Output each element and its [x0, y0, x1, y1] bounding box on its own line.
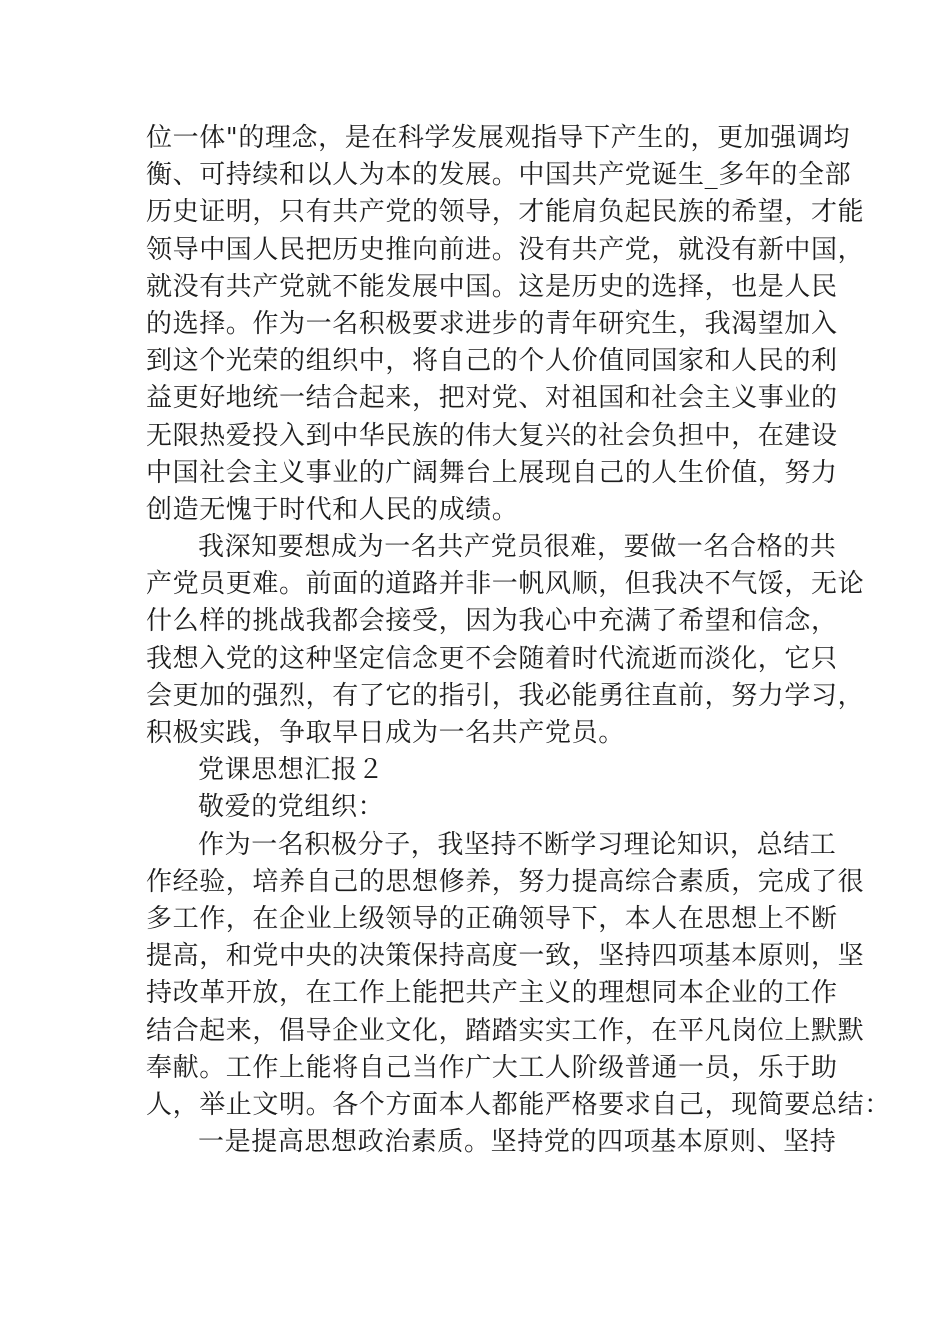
text-line: 奉献。工作上能将自己当作广大工人阶级普通一员，乐于助 [146, 1052, 838, 1083]
section-heading: 党课思想汇报２ [198, 755, 385, 786]
text-line: 积极实践，争取早日成为一名共产党员。 [146, 718, 625, 748]
text-line: 什么样的挑战我都会接受，因为我心中充满了希望和信念， [146, 606, 838, 637]
text-line: 人，举止文明。各个方面本人都能严格要求自己，现简要总结： [146, 1089, 891, 1120]
document-body [146, 120, 891, 1161]
text-line: 提高，和党中央的决策保持高度一致，坚持四项基本原则，坚 [146, 941, 865, 972]
text-line: 结合起来，倡导企业文化，踏踏实实工作，在平凡岗位上默默 [146, 1015, 865, 1046]
text-line: 一是提高思想政治素质。坚持党的四项基本原则、坚持 [198, 1127, 837, 1158]
text-line: 无限热爱投入到中华民族的伟大复兴的社会负担中，在建设 [146, 420, 838, 451]
text-line: 到这个光荣的组织中，将自己的个人价值同国家和人民的利 [146, 346, 838, 377]
text-line: 我深知要想成为一名共产党员很难，要做一名合格的共 [198, 532, 837, 563]
text-line: 领导中国人民把历史推向前进。没有共产党，就没有新中国， [146, 234, 865, 265]
text-line: 益更好地统一结合起来，把对党、对祖国和社会主义事业的 [146, 383, 838, 414]
text-line: 中国社会主义事业的广阔舞台上展现自己的人生价值，努力 [146, 457, 838, 488]
text-line: 衡、可持续和以人为本的发展。中国共产党诞生_多年的全部 [146, 160, 852, 191]
text-line: 会更加的强烈，有了它的指引，我必能勇往直前，努力学习， [146, 680, 865, 711]
text-line: 持改革开放，在工作上能把共产主义的理想同本企业的工作 [146, 978, 838, 1009]
text-line: 历史证明，只有共产党的领导，才能肩负起民族的希望，才能 [146, 197, 865, 228]
text-line: 作经验，培养自己的思想修养，努力提高综合素质，完成了很 [146, 866, 865, 897]
text-line: 位一体"的理念，是在科学发展观指导下产生的，更加强调均 [146, 123, 851, 153]
text-line: 创造无愧于时代和人民的成绩。 [146, 494, 519, 525]
salutation: 敬爱的党组织： [198, 792, 385, 823]
text-line: 我想入党的这种坚定信念更不会随着时代流逝而淡化，它只 [146, 643, 838, 674]
text-line: 就没有共产党就不能发展中国。这是历史的选择，也是人民 [146, 271, 838, 302]
text-line: 产党员更难。前面的道路并非一帆风顺，但我决不气馁，无论 [146, 569, 865, 600]
text-line: 作为一名积极分子，我坚持不断学习理论知识，总结工 [198, 829, 837, 860]
text-line: 的选择。作为一名积极要求进步的青年研究生，我渴望加入 [146, 308, 838, 339]
text-line: 多工作，在企业上级领导的正确领导下，本人在思想上不断 [146, 903, 838, 934]
